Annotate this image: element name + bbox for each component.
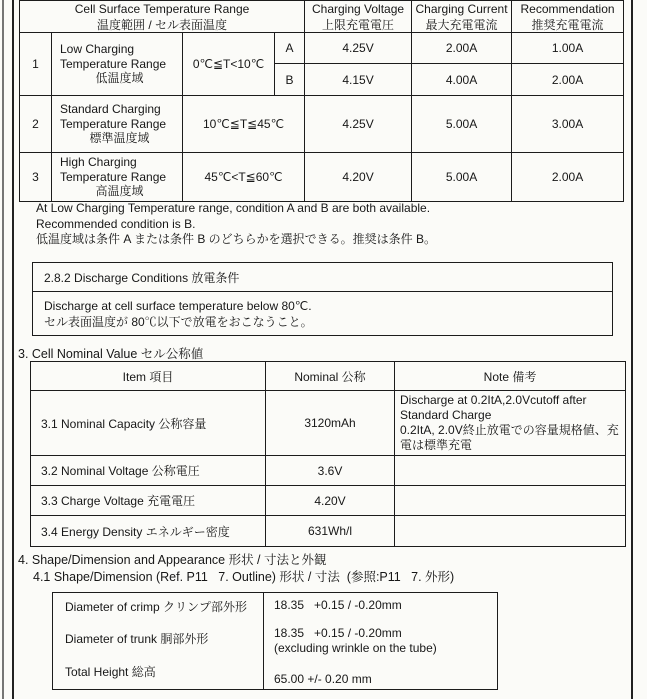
page-border-right — [631, 0, 633, 699]
row1b-recommendation: 2.00A — [512, 64, 624, 96]
nominal-header-nominal: Nominal 公称 — [266, 362, 395, 391]
row3-name-jp: 高温度域 — [95, 184, 144, 198]
nominal-row-item: 3.2 Nominal Voltage 公称電圧 — [31, 456, 266, 486]
discharge-conditions-title: 2.8.2 Discharge Conditions 放電条件 — [33, 263, 612, 292]
dim-row-value — [264, 621, 498, 659]
row1a-current: 2.00A — [412, 33, 512, 64]
header-recommendation — [512, 1, 624, 33]
row1-number: 1 — [20, 33, 52, 96]
row3-voltage: 4.20V — [305, 153, 412, 202]
row3-current: 5.00A — [412, 153, 512, 202]
nominal-row-note — [395, 516, 626, 547]
page-border-left — [12, 0, 14, 699]
row3-recommendation: 2.00A — [512, 153, 624, 202]
dim-row-value: 65.00 +/- 0.20 mm — [264, 659, 498, 690]
row1b-current: 4.00A — [412, 64, 512, 96]
nominal-row-value: 3120mAh — [266, 391, 395, 456]
row1-name-jp: 低温度域 — [95, 71, 144, 86]
header-charging-current-jp: 最大充電電流 — [425, 17, 498, 32]
row3-name — [52, 153, 183, 202]
row1-temp-range: 0℃≦T<10℃ — [183, 33, 275, 96]
header-recommendation-jp: 推奨充電電流 — [531, 17, 604, 32]
row2-number: 2 — [20, 96, 52, 153]
row1b-voltage: 4.15V — [305, 64, 412, 96]
row2-name-en: Standard Charging Temperature Range — [60, 102, 167, 131]
row2-name-jp: 標準温度域 — [89, 131, 150, 146]
shape-dimension-table — [52, 592, 498, 690]
nominal-note-jp: 0.2ItA, 2.0V終止放電での容量規格値、充電は標準充電 — [400, 423, 619, 452]
dim-row-label: Diameter of crimp クリンプ部外形 — [65, 600, 248, 614]
row1a-voltage: 4.25V — [305, 33, 412, 64]
nominal-row-value: 4.20V — [266, 486, 395, 516]
header-temp-range-jp: 温度範囲 / セル表面温度 — [97, 17, 228, 32]
nominal-row-note — [395, 486, 626, 516]
nominal-value-table — [30, 361, 626, 547]
header-temp-range — [20, 1, 305, 33]
header-charging-voltage-jp: 上限充電電圧 — [322, 17, 395, 32]
charging-conditions-table — [19, 0, 624, 202]
discharge-body-line-2: セル表面温度が 80℃以下で放電をおこなうこと。 — [44, 315, 313, 329]
header-charging-voltage — [305, 1, 412, 33]
row3-temp-range: 45℃<T≦60℃ — [183, 153, 305, 202]
note-line-1: At Low Charging Temperature range, condition A and B are both available. — [36, 201, 431, 215]
note-line-3: 低温度域は条件 A または条件 B のどちらかを選択できる。推奨は条件 B。 — [36, 232, 437, 246]
low-charge-note-paragraph — [36, 201, 621, 248]
dim-row-value: 18.35 +0.15 / -0.20mm — [264, 593, 498, 621]
section-4-1-subheading: 4.1 Shape/Dimension (Ref. P11 7. Outline) 形状 / 寸法 (参照:P11 7. 外形) — [33, 570, 455, 584]
header-recommendation-en: Recommendation — [520, 1, 615, 16]
dim-trunk-note: (excluding wrinkle on the tube) — [274, 640, 437, 655]
row1a-condition-label: A — [275, 33, 305, 64]
scan-edge-line — [2, 0, 4, 699]
row1-name — [52, 33, 183, 96]
row3-name-en: High Charging Temperature Range — [60, 155, 167, 184]
nominal-header-item: Item 項目 — [31, 362, 266, 391]
row2-voltage: 4.25V — [305, 96, 412, 153]
header-charging-voltage-en: Charging Voltage — [312, 1, 405, 16]
row2-recommendation: 3.00A — [512, 96, 624, 153]
discharge-conditions-box — [32, 262, 613, 336]
header-charging-current — [412, 1, 512, 33]
section-4-heading: 4. Shape/Dimension and Appearance 形状 / 寸法と外観 — [18, 553, 327, 567]
discharge-body-line-1: Discharge at cell surface temperature below 80℃. — [44, 299, 312, 313]
nominal-row-note — [395, 456, 626, 486]
nominal-row-item: 3.1 Nominal Capacity 公称容量 — [31, 391, 266, 456]
nominal-row-value: 3.6V — [266, 456, 395, 486]
header-charging-current-en: Charging Current — [415, 1, 508, 16]
nominal-row-item: 3.3 Charge Voltage 充電電圧 — [31, 486, 266, 516]
row1-name-en: Low Charging Temperature Range — [60, 42, 167, 71]
nominal-note-en: Discharge at 0.2ItA,2.0Vcutoff after Standard Charge — [400, 393, 587, 422]
row2-temp-range: 10℃≦T≦45℃ — [183, 96, 305, 153]
nominal-header-note: Note 備考 — [395, 362, 626, 391]
note-line-2: Recommended condition is B. — [36, 216, 196, 231]
nominal-row-note — [395, 391, 626, 456]
row1b-condition-label: B — [275, 64, 305, 96]
row3-number: 3 — [20, 153, 52, 202]
nominal-row-value: 631Wh/l — [266, 516, 395, 547]
dim-trunk-value: 18.35 +0.15 / -0.20mm — [274, 625, 402, 640]
header-temp-range-en: Cell Surface Temperature Range — [74, 1, 250, 16]
dim-row-label: Diameter of trunk 胴部外形 — [65, 631, 209, 646]
discharge-conditions-body — [33, 292, 612, 335]
row1a-recommendation: 1.00A — [512, 33, 624, 64]
nominal-row-item: 3.4 Energy Density エネルギー密度 — [31, 516, 266, 547]
row2-name — [52, 96, 183, 153]
dim-row-label: Total Height 総高 — [65, 664, 156, 679]
row2-current: 5.00A — [412, 96, 512, 153]
section-3-heading: 3. Cell Nominal Value セル公称値 — [18, 347, 204, 361]
